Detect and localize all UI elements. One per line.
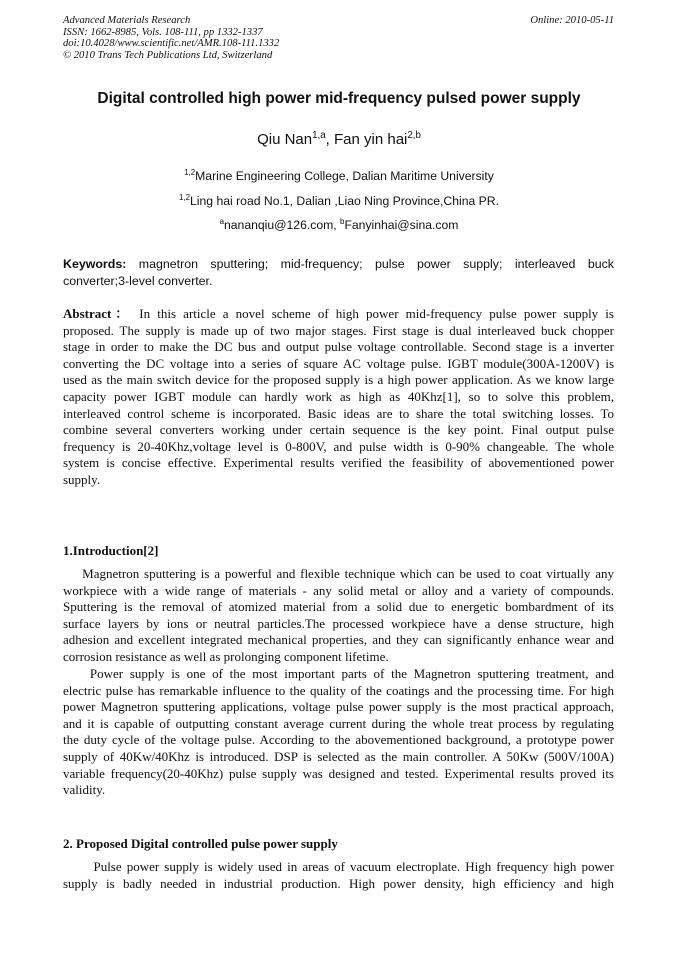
line-text: used as the main switch device for the proposed supply is a high power application. As we know large <box>63 372 614 388</box>
text-line <box>63 455 614 472</box>
abstract <box>63 306 614 489</box>
line-text: interleaved control scheme is incorporated. Basic ideas are to share the total switching losses. To <box>63 405 614 421</box>
text-line <box>63 372 614 389</box>
email-sup: b <box>340 217 345 226</box>
aff-text: Ling hai road No.1, Dalian ,Liao Ning Province,China PR. <box>190 194 499 209</box>
section-2-paragraph <box>63 859 614 892</box>
text-line <box>63 472 614 489</box>
line-text: system is concise effective. Experimental results verified the feasibility of abovementioned power <box>63 455 614 471</box>
text-line <box>63 782 614 799</box>
text-line <box>63 406 614 423</box>
text-line <box>63 716 614 733</box>
section-2-heading: 2. Proposed Digital controlled pulse power supply <box>63 836 338 851</box>
section-label: Abstract： <box>63 306 133 321</box>
issn: ISSN: 1662-8985, Vols. 108-111, pp 1332-1337 <box>63 26 263 38</box>
line-text: frequency is 20-40Khz,voltage level is 0-800V, and pulse width is 0-90% changeable. The whole <box>63 438 614 454</box>
text-line <box>63 583 614 600</box>
text-line <box>63 699 614 716</box>
aff-sup: 1,2 <box>184 168 196 177</box>
line-text: In this article a novel scheme of high power mid-frequency pulse power supply is <box>132 306 614 321</box>
line-text: Sputtering is the removal of atomized material from a solid due to energetic bombardment of its <box>63 599 614 615</box>
affiliation-1 <box>0 168 678 183</box>
line-text: proposed. The supply is made up of two major stages. First stage is dual interleaved buck chopper <box>63 322 614 338</box>
line-text: and it is capable of outputting constant average current during the whole treat process by regulating <box>63 715 614 731</box>
authors <box>0 130 678 148</box>
text-line <box>63 616 614 633</box>
email-b: Fanyinhai@sina.com <box>344 218 459 233</box>
text-line <box>63 422 614 439</box>
section-1-heading: 1.Introduction[2] <box>63 543 159 558</box>
line-text: power Magnetron sputtering applications, voltage pulse power supply is the most practical approach, <box>63 699 614 715</box>
text-line <box>63 666 614 683</box>
author-1: Qiu Nan <box>257 131 313 148</box>
text-line <box>63 566 614 583</box>
line-text: supply of 40Kw/40Khz is introduced. DSP is selected as the main controller. A 50Kw (500V/100A) <box>63 748 614 764</box>
intro-paragraph-1 <box>63 566 614 666</box>
text-line <box>63 356 614 373</box>
line-text: validity. <box>63 782 106 798</box>
keywords-line: converter;3-level converter. <box>63 274 213 288</box>
line-text: stage in order to make the DC bus and output pulse voltage controllable. Second stage is a inverter <box>63 339 614 355</box>
text-line <box>63 749 614 766</box>
text-line <box>63 732 614 749</box>
text-line <box>63 766 614 783</box>
keywords <box>63 256 614 290</box>
line-text: combine several converters working under certain sequence is the key point. Final output pulse <box>63 422 614 438</box>
text-line <box>63 859 614 876</box>
line-text: adhesion and excellent integrated mechanical properties, and they can significantly enhance wear and <box>63 632 614 648</box>
line-text: corrosion resistance as well as prolonging component lifetime. <box>63 648 389 664</box>
aff-text: Marine Engineering College, Dalian Maritime University <box>195 169 494 184</box>
line-text: Magnetron sputtering is a powerful and flexible technique which can be used to coat virtually any <box>63 566 614 581</box>
copyright: © 2010 Trans Tech Publications Ltd, Switzerland <box>63 49 273 61</box>
line-text: workpiece with a wide range of materials - any solid metal or alloy and a variety of compounds. <box>63 582 614 598</box>
text-line <box>63 389 614 406</box>
emails <box>0 217 678 232</box>
author-2: Fan yin hai <box>334 131 408 148</box>
author-2-sup: 2,b <box>407 130 421 141</box>
text-line <box>63 599 614 616</box>
line-text: electric pulse has remarkable influence to the quality of the coatings and the processing time. For high <box>63 682 614 698</box>
paper-title: Digital controlled high power mid-frequency pulsed power supply <box>97 90 581 107</box>
email-sup: a <box>219 217 224 226</box>
text-line <box>63 632 614 649</box>
online-date: Online: 2010-05-11 <box>530 15 614 26</box>
line-text: supply is badly needed in industrial production. High power density, high efficiency and high <box>63 875 614 891</box>
aff-sup: 1,2 <box>179 193 191 202</box>
doi: doi:10.4028/www.scientific.net/AMR.108-111.1332 <box>63 38 280 49</box>
email-a: nananqiu@126.com, <box>223 218 341 233</box>
intro-paragraph-2 <box>63 666 614 799</box>
line-text: the duty cycle of the voltage pulse. According to the abovementioned background, a prototype power <box>63 732 614 748</box>
line-text: Power supply is one of the most important parts of the Magnetron sputtering treatment, and <box>63 666 614 681</box>
keywords-label: Keywords: <box>63 257 127 271</box>
text-line <box>63 439 614 456</box>
line-text: Pulse power supply is widely used in areas of vacuum electroplate. High frequency high power <box>63 859 614 874</box>
text-line <box>63 876 614 893</box>
line-text: capacity power IGBT module can hardly work as high as 40Khz[1], so to solve this problem, <box>63 388 614 404</box>
journal-name: Advanced Materials Research <box>63 15 191 26</box>
text-line <box>63 339 614 356</box>
journal-header <box>63 15 279 61</box>
keywords-line: magnetron sputtering; mid-frequency; pulse power supply; interleaved buck <box>126 257 614 271</box>
text-line <box>63 306 614 323</box>
text-line <box>63 683 614 700</box>
text-line <box>63 323 614 340</box>
line-text: variable frequency(20-40Khz) pulse supply was designed and tested. Experimental results proved its <box>63 765 614 781</box>
line-text: supply. <box>63 471 101 487</box>
text-line <box>63 649 614 666</box>
author-1-sup: 1,a <box>312 130 326 141</box>
author-sep: , <box>325 131 334 148</box>
affiliation-2 <box>0 193 678 208</box>
line-text: converting the DC voltage into a series of square AC voltage pulse. IGBT module(300A-1200V) is <box>63 355 614 371</box>
line-text: surface layers by ions or neutral particles.The processed workpiece have a dense structure, high <box>63 615 614 631</box>
